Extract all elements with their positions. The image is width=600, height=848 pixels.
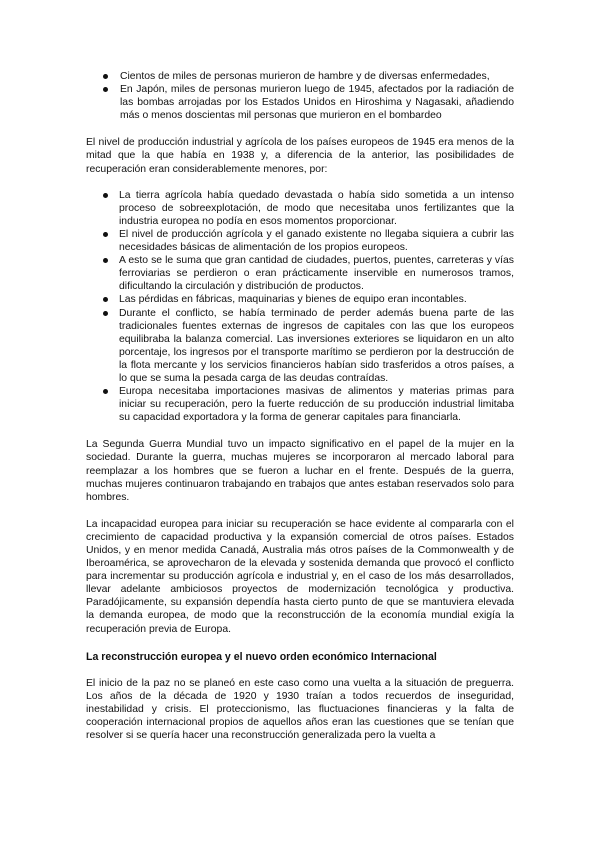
list-item-text: Las pérdidas en fábricas, maquinarias y bienes de equipo eran incontables. — [119, 294, 467, 306]
list-item — [86, 228, 514, 254]
paragraph-production: El nivel de producción industrial y agrícola de los países europeos de 1945 era menos de la mitad que la que había en 1938 y, a diferencia de la anterior, las posibilidades de recuperación eran considerablemente menores, por: — [86, 137, 514, 175]
list-item-text: Cientos de miles de personas murieron de hambre y de diversas enfermedades, — [120, 71, 490, 82]
section-heading: La reconstrucción europea y el nuevo orden económico Internacional — [86, 650, 437, 663]
bullet-icon — [103, 87, 108, 92]
list-item-text: A esto se le suma que gran cantidad de ciudades, puertos, puentes, carreteras y vías ferroviarias se perdieron o eran prácticamente inservible en numerosos tramos, dificultando la circulación y distribución de productos. — [119, 255, 514, 293]
list-item — [86, 293, 514, 306]
bullet-icon — [103, 74, 108, 79]
list-item-text: Durante el conflicto, se había terminado de perder además buena parte de las tradicionales fuentes externas de ingresos de capitales con las que los europeos equilibraba la balanza comercial. Las inversiones exteriores se liquidaron en un alto porcentaje, los ingresos por el transporte marítimo se perdieron por la destrucción de la flota mercante y los servicios financieros habían sido trasferidos a otros países, a lo que se suma la pesada carga de las deudas contraídas. — [119, 307, 514, 384]
list-item — [86, 385, 514, 424]
paragraph-peace: El inicio de la paz no se planeó en este caso como una vuelta a la situación de preguerra. Los años de la década de 1920 y 1930 traían a todos recuerdos de inseguridad, inestabilidad y crisis. El proteccionismo, las fluctuaciones financieras y la falta de cooperación internacional propios de aquellos años eran las cuestiones que se tenían que resolver si se quería hacer una reconstrucción generalizada pero la vuelta a — [86, 677, 514, 742]
list-item-text: El nivel de producción agrícola y el ganado existente no llegaba siquiera a cubrir las necesidades básicas de alimentación de los propios europeos. — [119, 228, 514, 254]
list-item — [86, 307, 514, 386]
bullet-icon — [103, 193, 108, 198]
list-item-text: La tierra agrícola había quedado devastada o había sido sometida a un intenso proceso de sobreexplotación, de modo que necesitaba unos fertilizantes que la industria europea no podía en esos momentos proporcionar. — [119, 189, 514, 227]
list-item-text: En Japón, miles de personas murieron luego de 1945, afectados por la radiación de las bombas arrojadas por los Estados Unidos en Hiroshima y Nagasaki, añadiendo más o menos doscientas mil personas que murieron en el bombardeo — [120, 84, 514, 122]
list-item — [86, 254, 514, 293]
list-item — [86, 189, 514, 228]
list-item-text: Europa necesitaba importaciones masivas de alimentos y materias primas para iniciar su recuperación, pero la fuerte reducción de su producción industrial limitaba su capacidad exportadora y la forma de generar capitales para financiarla. — [119, 386, 514, 424]
list-item — [86, 70, 514, 83]
list-item — [86, 83, 514, 122]
bullet-icon — [103, 311, 108, 316]
paragraph-incapacity: La incapacidad europea para iniciar su recuperación se hace evidente al compararla con el crecimiento de capacidad productiva y la expansión comercial de otros países. Estados Unidos, y en menor medida Canadá, Australia más otros países de la Commonwealth y de Iberoamérica, se aprovecharon de la elevada y sostenida demanda que provocó el conflicto para incrementar su producción agrícola e industrial y, en el caso de los más desarrollados, llevar adelante ambiciosos proyectos de modernización tecnológica y productiva. Paradójicamente, su expansión dependía hasta cierto punto de que se mantuviera elevada la demanda europea, de modo que la reconstrucción de la economía mundial exigía la recuperación previa de Europa. — [86, 518, 514, 635]
document-body — [86, 70, 514, 742]
bullet-list-causes — [86, 189, 514, 425]
bullet-list-consequences — [86, 70, 514, 122]
bullet-icon — [103, 258, 108, 263]
bullet-icon — [103, 232, 108, 237]
paragraph-women: La Segunda Guerra Mundial tuvo un impacto significativo en el papel de la mujer en la sociedad. Durante la guerra, muchas mujeres se incorporaron al mercado laboral para reemplazar a los hombres que se fueron a luchar en el frente. Después de la guerra, muchas mujeres continuaron trabajando en trabajos que antes estaban reservados solo para hombres. — [86, 439, 515, 503]
bullet-icon — [103, 297, 108, 302]
bullet-icon — [103, 389, 108, 394]
